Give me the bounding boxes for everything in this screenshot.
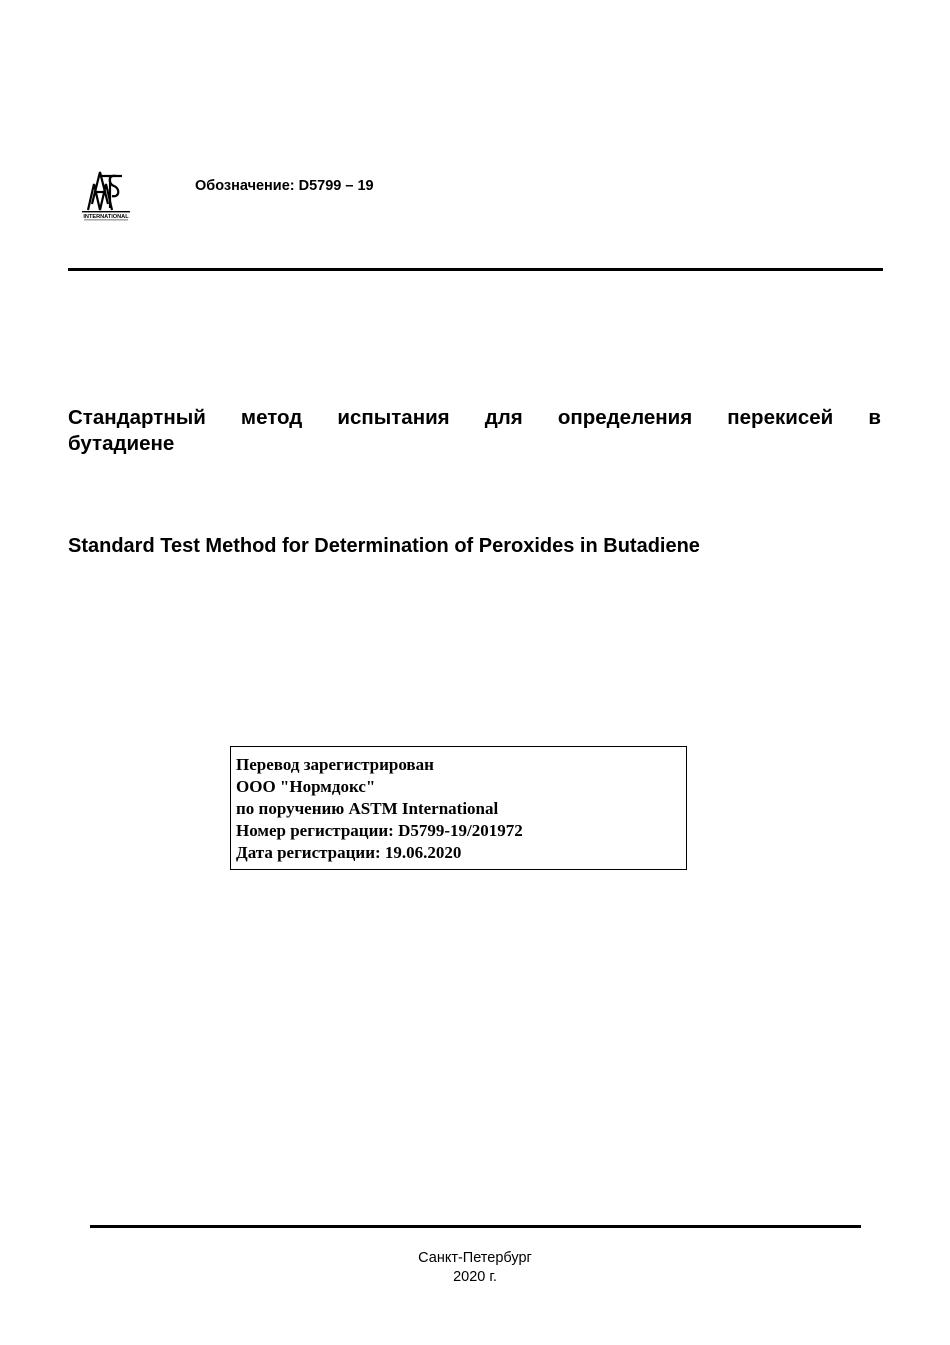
registration-line: Номер регистрации: D5799-19/201972 (236, 821, 523, 840)
top-divider (68, 268, 883, 271)
title-word: перекисей (727, 406, 834, 429)
registration-line: Перевод зарегистрирован (236, 755, 434, 774)
title-russian-line2: бутадиене (68, 432, 175, 455)
designation-label: Обозначение: D5799 – 19 (195, 178, 374, 194)
title-english: Standard Test Method for Determination of Peroxides in Butadiene (68, 535, 700, 557)
title-word: метод (240, 406, 303, 429)
bottom-divider (90, 1225, 861, 1228)
title-word: для (484, 406, 523, 429)
title-russian-line1 (68, 405, 881, 431)
registration-line: ООО "Нормдокс" (236, 777, 376, 796)
title-word: испытания (337, 406, 450, 429)
footer (0, 1249, 950, 1287)
registration-box (230, 746, 687, 870)
title-word: определения (557, 406, 693, 429)
registration-line: Дата регистрации: 19.06.2020 (236, 843, 462, 862)
footer-city: Санкт-Петербург (418, 1250, 532, 1266)
title-word: в (868, 406, 881, 429)
title-word: Стандартный (68, 406, 206, 429)
title-russian (68, 405, 881, 457)
astm-logo-icon (78, 164, 134, 222)
footer-year: 2020 г. (453, 1269, 497, 1285)
svg-text:INTERNATIONAL: INTERNATIONAL (83, 214, 129, 220)
registration-line: по поручению ASTM International (236, 799, 499, 818)
